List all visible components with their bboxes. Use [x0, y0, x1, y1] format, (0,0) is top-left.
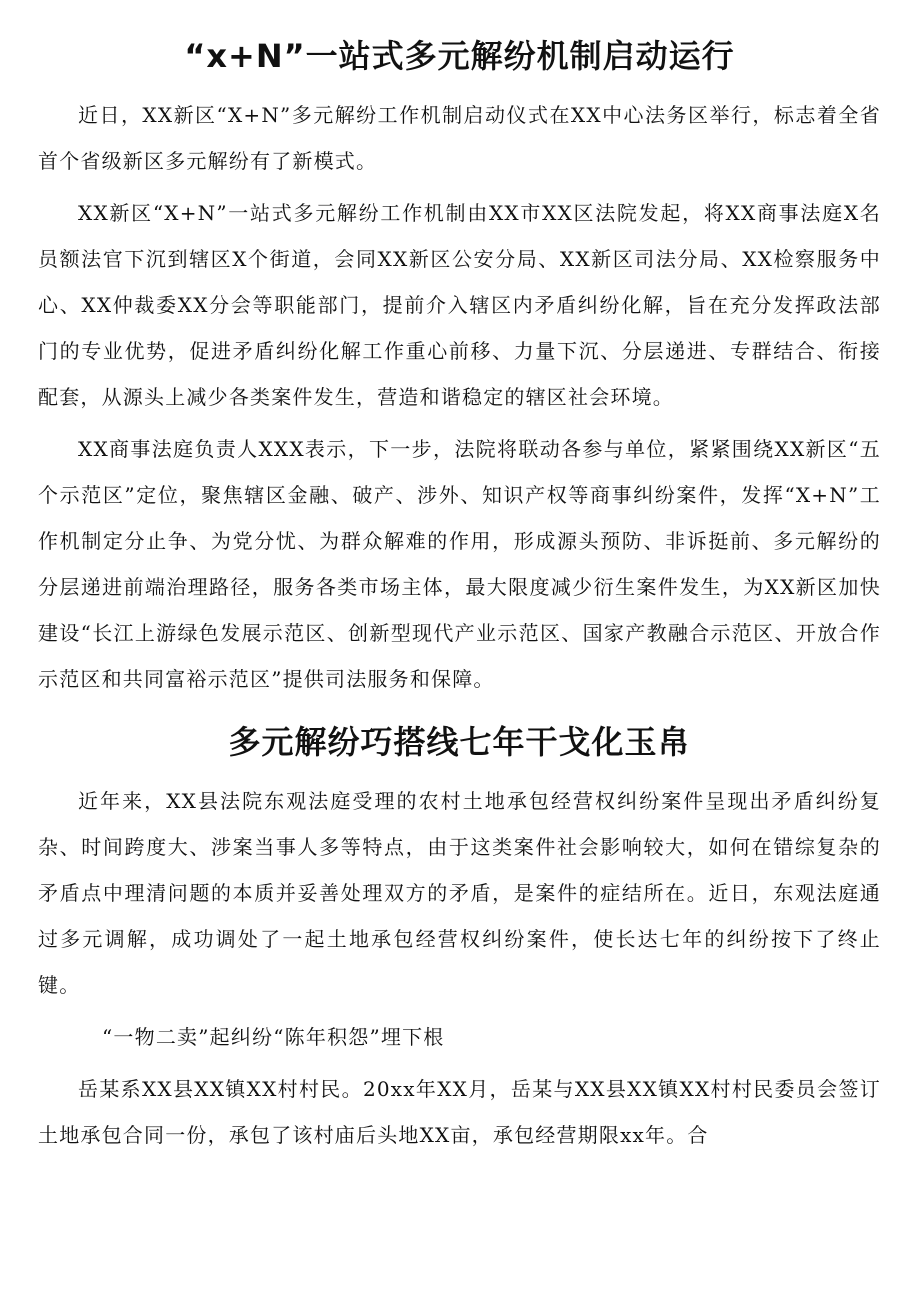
document-page: [38, 28, 881, 1164]
article-1-paragraph-1: 近日，XX新区“X+N”多元解纷工作机制启动仪式在XX中心法务区举行，标志着全省首个省级新区多元解纷有了新模式。: [38, 103, 881, 173]
article-1-paragraph-3: XX商事法庭负责人XXX表示，下一步，法院将联动各参与单位，紧紧围绕XX新区“五个示范区”定位，聚焦辖区金融、破产、涉外、知识产权等商事纠纷案件，发挥“X+N”工作机制定分止争、为党分忧、为群众解难的作用，形成源头预防、非诉挺前、多元解纷的分层递进前端治理路径，服务各类市场主体，最大限度减少衍生案件发生，为XX新区加快建设“长江上游绿色发展示范区、创新型现代产业示范区、国家产教融合示范区、开放合作示范区和共同富裕示范区”提供司法服务和保障。: [38, 437, 881, 691]
article-2-paragraph-2: 岳某系XX县XX镇XX村村民。20xx年XX月，岳某与XX县XX镇XX村村民委员会签订土地承包合同一份，承包了该村庙后头地XX亩，承包经营期限xx年。合: [38, 1077, 881, 1147]
article-2-subheading: “一物二卖”起纠纷“陈年积怨”埋下根: [102, 1025, 445, 1049]
article-2-paragraph-1: 近年来，XX县法院东观法庭受理的农村土地承包经营权纠纷案件呈现出矛盾纠纷复杂、时间跨度大、涉案当事人多等特点，由于这类案件社会影响较大，如何在错综复杂的矛盾点中理清问题的本质并妥善处理双方的矛盾，是案件的症结所在。近日，东观法庭通过多元调解，成功调处了一起土地承包经营权纠纷案件，使长达七年的纠纷按下了终止键。: [38, 789, 881, 997]
article-1-paragraph-2: XX新区“X+N”一站式多元解纷工作机制由XX市XX区法院发起，将XX商事法庭X名员额法官下沉到辖区X个街道，会同XX新区公安分局、XX新区司法分局、XX检察服务中心、XX仲裁委XX分会等职能部门，提前介入辖区内矛盾纠纷化解，旨在充分发挥政法部门的专业优势，促进矛盾纠纷化解工作重心前移、力量下沉、分层递进、专群结合、衔接配套，从源头上减少各类案件发生，营造和谐稳定的辖区社会环境。: [38, 201, 881, 409]
article-1-title: “x+N”一站式多元解纷机制启动运行: [184, 37, 735, 75]
article-2-title: 多元解纷巧搭线七年干戈化玉帛: [228, 723, 691, 761]
